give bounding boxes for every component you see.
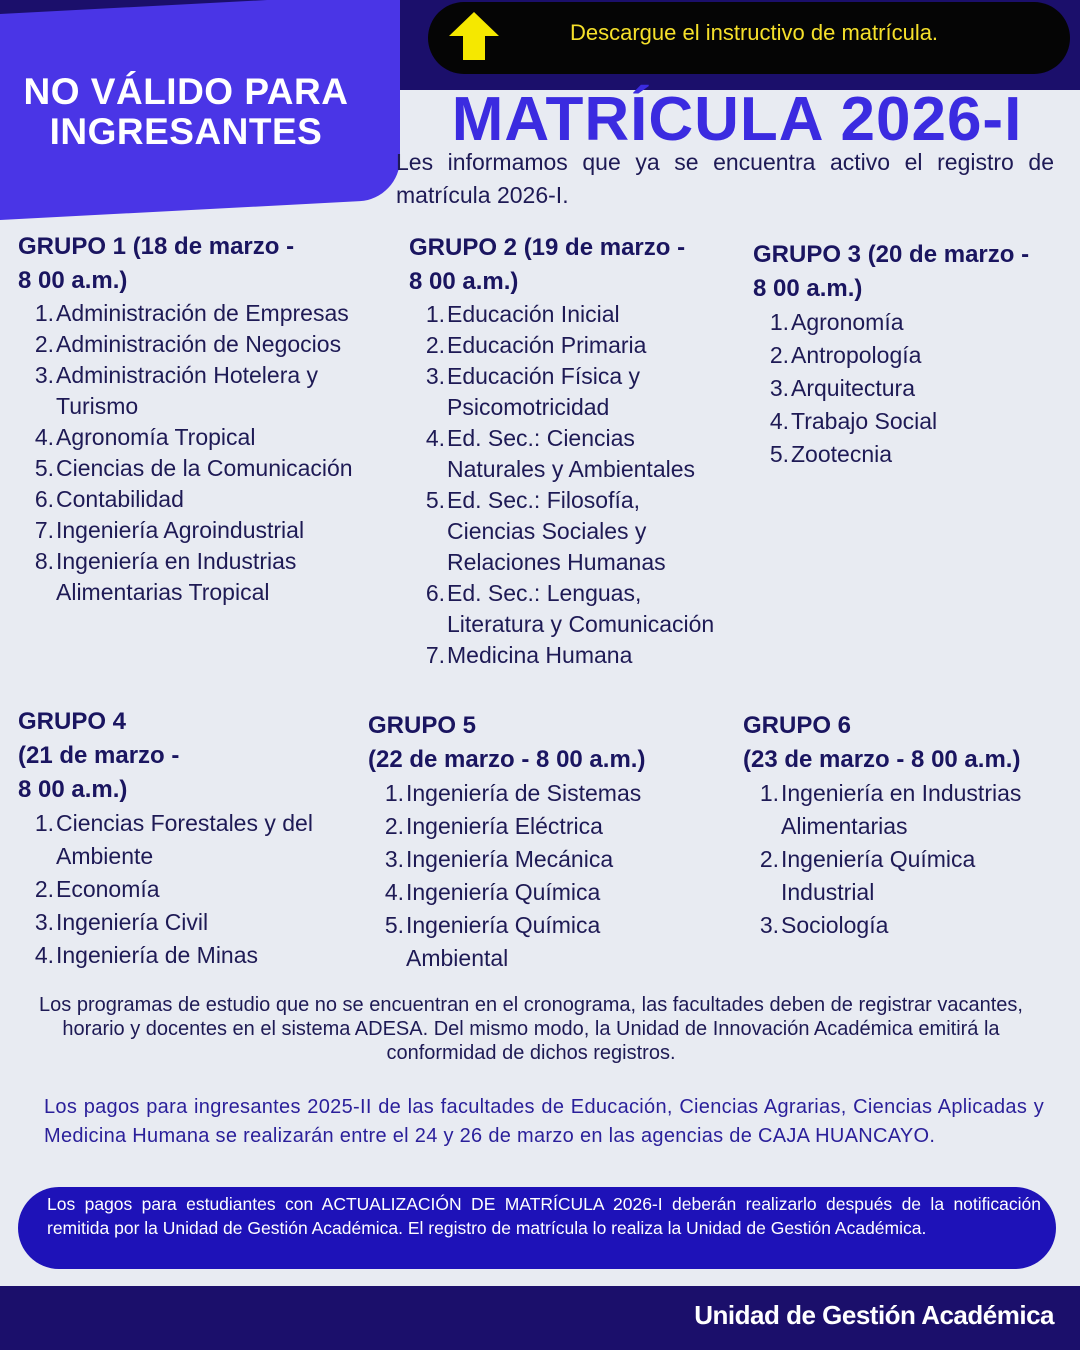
note-payments-ingresantes: Los pagos para ingresantes 2025-II de las facultades de Educación, Ciencias Agrarias, Ciencias Aplicadas y Medicina Humana se realizarán entre el 24 y 26 de marzo en las agencias de CAJA HUANCAYO.	[44, 1096, 1044, 1147]
notice-line-2: INGRESANTES	[49, 111, 323, 152]
list-item: 8. Ingeniería en Industrias Alimentarias Tropical	[34, 548, 297, 605]
program-list	[409, 299, 734, 671]
list-item: 5. Ciencias de la Comunicación	[34, 455, 353, 481]
list-item: 1. Ciencias Forestales y del Ambiente	[34, 810, 313, 869]
list-item: 6. Ed. Sec.: Lenguas, Literatura y Comunicación	[425, 580, 715, 637]
program-list	[743, 777, 1073, 942]
group-title: GRUPO 5 (22 de marzo - 8 00 a.m.)	[368, 712, 646, 773]
list-item: 1. Ingeniería de Sistemas	[384, 780, 642, 806]
list-item: 3. Educación Física y Psicomotricidad	[425, 363, 641, 420]
program-list	[368, 777, 708, 975]
list-item: 7. Medicina Humana	[425, 642, 633, 668]
group-5	[368, 709, 708, 975]
group-title: GRUPO 2 (19 de marzo - 8 00 a.m.)	[409, 234, 686, 295]
program-list	[753, 306, 1073, 471]
group-title: GRUPO 4 (21 de marzo - 8 00 a.m.)	[18, 708, 180, 803]
list-item: 1. Agronomía	[769, 309, 904, 335]
notice-line-1: NO VÁLIDO PARA	[23, 71, 349, 112]
list-item: 2. Educación Primaria	[425, 332, 647, 358]
notice-banner	[0, 72, 372, 152]
list-item: 3. Ingeniería Civil	[34, 909, 209, 935]
group-title: GRUPO 1 (18 de marzo - 8 00 a.m.)	[18, 233, 295, 294]
up-arrow-icon[interactable]	[447, 10, 501, 62]
list-item: 5. Ingeniería Química Ambiental	[384, 912, 601, 971]
list-item: 2. Antropología	[769, 342, 922, 368]
note-update-text: Los pagos para estudiantes con ACTUALIZACIÓN DE MATRÍCULA 2026-I deberán realizarlo después de la notificación remitida por la Unidad de Gestión Académica. El registro de matrícula lo realiza la Unidad de Gestión Académica.	[47, 1194, 1041, 1238]
program-list	[18, 298, 388, 608]
list-item: 5. Zootecnia	[769, 441, 893, 467]
list-item: 4. Agronomía Tropical	[34, 424, 256, 450]
page-title: MATRÍCULA 2026-I	[451, 85, 1023, 154]
list-item: 4. Trabajo Social	[769, 408, 938, 434]
list-item: 1. Educación Inicial	[425, 301, 620, 327]
list-item: 4. Ingeniería Química	[384, 879, 601, 905]
list-item: 4. Ingeniería de Minas	[34, 942, 259, 968]
list-item: 3. Ingeniería Mecánica	[384, 846, 614, 872]
program-list	[18, 807, 348, 972]
list-item: 2. Economía	[34, 876, 160, 902]
group-4	[18, 705, 348, 972]
list-item: 2. Ingeniería Eléctrica	[384, 813, 603, 839]
list-item: 1. Ingeniería en Industrias Alimentarias	[759, 780, 1022, 839]
list-item: 3. Sociología	[759, 912, 889, 938]
list-item: 2. Ingeniería Química Industrial	[759, 846, 976, 905]
list-item: 3. Arquitectura	[769, 375, 916, 401]
list-item: 3. Administración Hotelera y Turismo	[34, 362, 319, 419]
group-2	[409, 231, 734, 671]
group-1	[18, 230, 388, 608]
list-item: 6. Contabilidad	[34, 486, 184, 512]
list-item: 5. Ed. Sec.: Filosofía, Ciencias Sociales y Relaciones Humanas	[425, 487, 666, 575]
group-6	[743, 709, 1073, 942]
group-title: GRUPO 6 (23 de marzo - 8 00 a.m.)	[743, 712, 1021, 773]
list-item: 4. Ed. Sec.: Ciencias Naturales y Ambientales	[425, 425, 696, 482]
group-title: GRUPO 3 (20 de marzo - 8 00 a.m.)	[753, 241, 1030, 302]
footer-title: Unidad de Gestión Académica	[694, 1300, 1054, 1330]
list-item: 2. Administración de Negocios	[34, 331, 342, 357]
note-unscheduled-programs: Los programas de estudio que no se encuentran en el cronograma, las facultades deben de registrar vacantes, horario y docentes en el sistema ADESA. Del mismo modo, la Unidad de Innovación Académica emitirá la conformidad de dichos registros.	[39, 994, 1023, 1064]
intro-text: Les informamos que ya se encuentra activo el registro de matrícula 2026-I.	[396, 149, 1054, 208]
list-item: 7. Ingeniería Agroindustrial	[34, 517, 305, 543]
group-3	[753, 238, 1073, 471]
download-instructions-text[interactable]: Descargue el instructivo de matrícula.	[570, 20, 939, 45]
list-item: 1. Administración de Empresas	[34, 300, 349, 326]
